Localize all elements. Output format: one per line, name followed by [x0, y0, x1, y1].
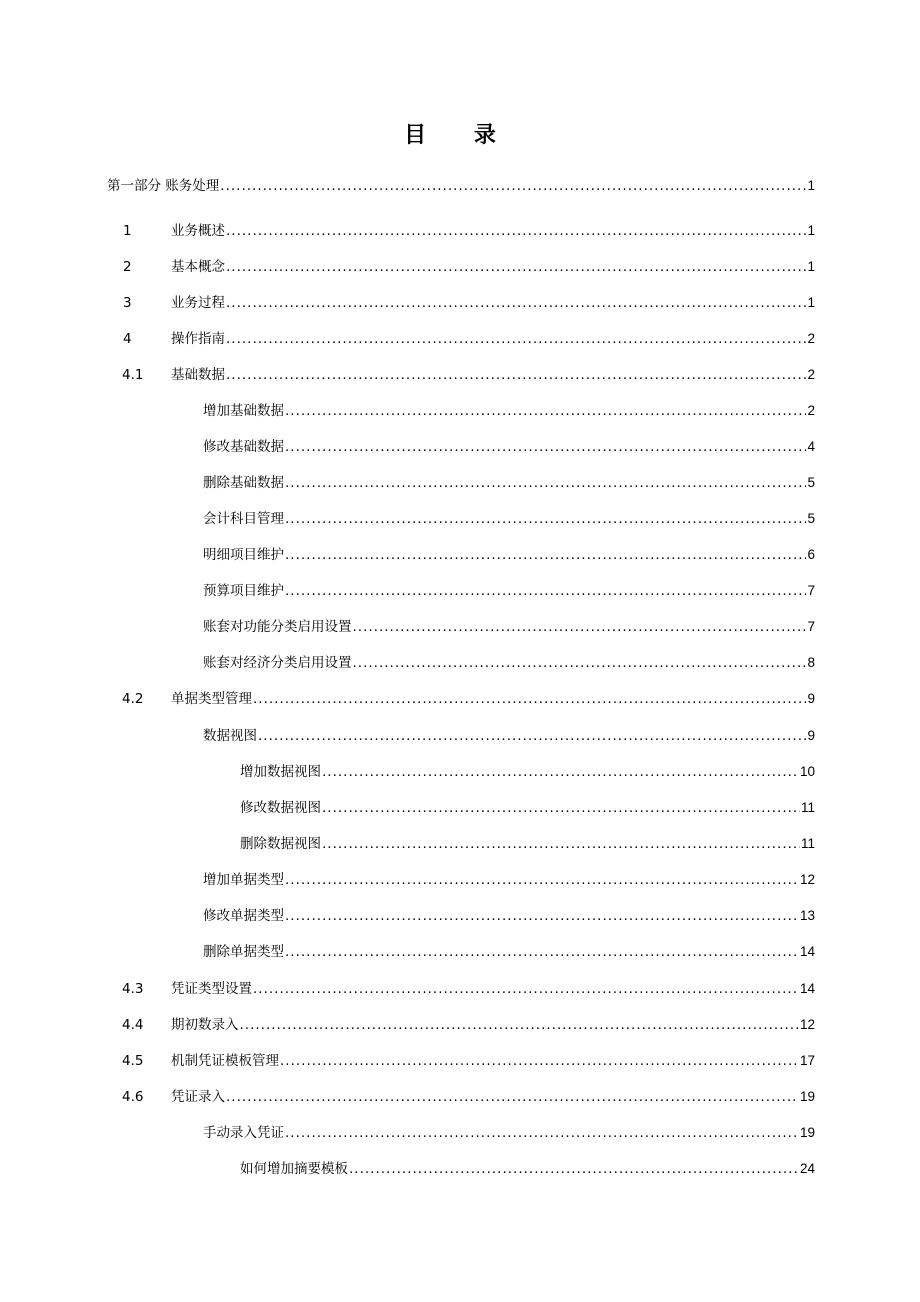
toc-entry-page-number: 1 — [807, 178, 815, 193]
toc-entry-page-number: 7 — [807, 619, 815, 634]
toc-entry-page-number: 19 — [799, 1125, 815, 1140]
toc-entry-label: 增加数据视图 — [240, 764, 321, 780]
toc-entry-label: 基本概念 — [171, 259, 225, 275]
toc-entry-page-number: 2 — [807, 367, 815, 382]
toc-entry-page-number: 11 — [800, 800, 815, 815]
toc-entry[interactable] — [240, 1158, 815, 1180]
toc-entry-label: 修改数据视图 — [240, 800, 321, 816]
toc-leader-dots — [322, 761, 799, 783]
toc-entry-label: 明细项目维护 — [203, 547, 284, 563]
toc-entry-page-number: 9 — [807, 728, 815, 743]
toc-entry-page-number: 24 — [799, 1161, 815, 1176]
toc-entry-label: 修改基础数据 — [203, 439, 284, 455]
toc-entry-page-number: 12 — [799, 872, 815, 887]
toc-entry-label: 机制凭证模板管理 — [171, 1053, 279, 1069]
toc-entry[interactable] — [203, 508, 815, 530]
toc-entry-label: 会计科目管理 — [203, 511, 284, 527]
toc-entry[interactable] — [203, 400, 815, 422]
toc-entry[interactable] — [203, 725, 815, 747]
toc-entry[interactable] — [203, 436, 815, 458]
toc-entry-page-number: 14 — [799, 981, 815, 996]
toc-entry-label: 凭证类型设置 — [171, 981, 252, 997]
toc-leader-dots — [322, 833, 800, 855]
toc-entry-label: 基础数据 — [171, 367, 225, 383]
toc-leader-dots — [226, 328, 806, 350]
toc-entry[interactable] — [203, 905, 815, 927]
toc-entry[interactable] — [240, 833, 815, 855]
toc-entry-page-number: 14 — [799, 944, 815, 959]
toc-entry-page-number: 6 — [807, 547, 815, 562]
toc-entry-page-number: 4 — [807, 439, 815, 454]
toc-leader-dots — [353, 616, 807, 638]
toc-entry-label: 第一部分 账务处理 — [107, 178, 220, 194]
toc-leader-dots — [285, 436, 806, 458]
toc-entry-label: 凭证录入 — [171, 1089, 225, 1105]
toc-leader-dots — [285, 941, 799, 963]
toc-entry[interactable] — [171, 1014, 815, 1036]
toc-entry-label: 账套对经济分类启用设置 — [203, 655, 352, 671]
toc-entry-number: 4.6 — [122, 1089, 144, 1105]
toc-leader-dots — [349, 1158, 799, 1180]
toc-entry-page-number: 5 — [807, 511, 815, 526]
toc-entry[interactable] — [171, 292, 815, 314]
toc-entry-label: 单据类型管理 — [171, 691, 252, 707]
toc-entry[interactable] — [203, 652, 815, 674]
toc-entry-label: 删除数据视图 — [240, 836, 321, 852]
toc-entry[interactable] — [203, 616, 815, 638]
toc-entry[interactable] — [203, 580, 815, 602]
toc-entry[interactable] — [203, 1122, 815, 1144]
toc-leader-dots — [253, 978, 799, 1000]
toc-entry-label: 增加基础数据 — [203, 403, 284, 419]
toc-leader-dots — [285, 1122, 799, 1144]
toc-entry-number: 1 — [123, 223, 132, 239]
toc-entry-page-number: 1 — [807, 295, 815, 310]
toc-entry-page-number: 13 — [799, 908, 815, 923]
toc-entry-label: 业务概述 — [171, 223, 225, 239]
toc-entry[interactable] — [171, 1086, 815, 1108]
toc-entry-page-number: 19 — [799, 1089, 815, 1104]
toc-entry[interactable] — [171, 978, 815, 1000]
toc-entry[interactable] — [171, 364, 815, 386]
toc-leader-dots — [226, 1086, 799, 1108]
toc-leader-dots — [280, 1050, 799, 1072]
toc-entry-page-number: 5 — [807, 475, 815, 490]
toc-entry-page-number: 9 — [807, 691, 815, 706]
toc-entry-label: 如何增加摘要模板 — [240, 1161, 348, 1177]
toc-entry-number: 4.2 — [122, 691, 144, 707]
toc-entry-page-number: 8 — [807, 655, 815, 670]
toc-leader-dots — [285, 869, 799, 891]
toc-entry[interactable] — [240, 761, 815, 783]
toc-entry-page-number: 2 — [807, 403, 815, 418]
toc-entry[interactable] — [203, 544, 815, 566]
toc-entry-number: 4 — [123, 331, 132, 347]
toc-entry[interactable] — [171, 256, 815, 278]
toc-entry-number: 4.1 — [122, 367, 144, 383]
toc-entry-page-number: 2 — [807, 331, 815, 346]
toc-entry-page-number: 1 — [807, 259, 815, 274]
toc-entry-label: 业务过程 — [171, 295, 225, 311]
toc-entry[interactable] — [203, 941, 815, 963]
toc-leader-dots — [253, 688, 806, 710]
toc-entry-number: 3 — [123, 295, 132, 311]
toc-entry-label: 删除基础数据 — [203, 475, 284, 491]
toc-entry-number: 4.3 — [122, 981, 144, 997]
toc-entry[interactable] — [171, 688, 815, 710]
toc-entry-number: 4.4 — [122, 1017, 144, 1033]
toc-leader-dots — [285, 905, 799, 927]
toc-entry-label: 操作指南 — [171, 331, 225, 347]
toc-entry-label: 数据视图 — [203, 728, 257, 744]
toc-leader-dots — [285, 400, 806, 422]
toc-entry[interactable] — [240, 797, 815, 819]
toc-title: 目 录 — [404, 123, 516, 148]
toc-entry-page-number: 1 — [807, 223, 815, 238]
toc-leader-dots — [285, 544, 806, 566]
toc-leader-dots — [240, 1014, 799, 1036]
toc-entry-label: 修改单据类型 — [203, 908, 284, 924]
toc-leader-dots — [226, 292, 806, 314]
toc-entry[interactable] — [107, 175, 815, 197]
toc-entry-page-number: 12 — [799, 1017, 815, 1032]
toc-leader-dots — [285, 472, 806, 494]
toc-entry-label: 删除单据类型 — [203, 944, 284, 960]
toc-leader-dots — [285, 508, 806, 530]
toc-entry[interactable] — [203, 472, 815, 494]
toc-entry[interactable] — [171, 1050, 815, 1072]
toc-entry[interactable] — [171, 220, 815, 242]
toc-entry[interactable] — [203, 869, 815, 891]
toc-leader-dots — [285, 580, 806, 602]
toc-leader-dots — [220, 175, 806, 197]
toc-entry-page-number: 7 — [807, 583, 815, 598]
toc-entry-page-number: 10 — [799, 764, 815, 779]
toc-entry-number: 2 — [123, 259, 132, 275]
toc-entry-number: 4.5 — [122, 1053, 144, 1069]
toc-leader-dots — [322, 797, 800, 819]
toc-entry-label: 预算项目维护 — [203, 583, 284, 599]
toc-entry-page-number: 17 — [799, 1053, 815, 1068]
toc-entry-label: 手动录入凭证 — [203, 1125, 284, 1141]
toc-leader-dots — [226, 364, 806, 386]
toc-leader-dots — [226, 220, 806, 242]
toc-entry-page-number: 11 — [800, 836, 815, 851]
toc-leader-dots — [226, 256, 806, 278]
toc-entry-label: 期初数录入 — [171, 1017, 239, 1033]
toc-entry-label: 账套对功能分类启用设置 — [203, 619, 352, 635]
toc-entry[interactable] — [171, 328, 815, 350]
toc-entry-label: 增加单据类型 — [203, 872, 284, 888]
toc-leader-dots — [353, 652, 807, 674]
toc-leader-dots — [258, 725, 806, 747]
